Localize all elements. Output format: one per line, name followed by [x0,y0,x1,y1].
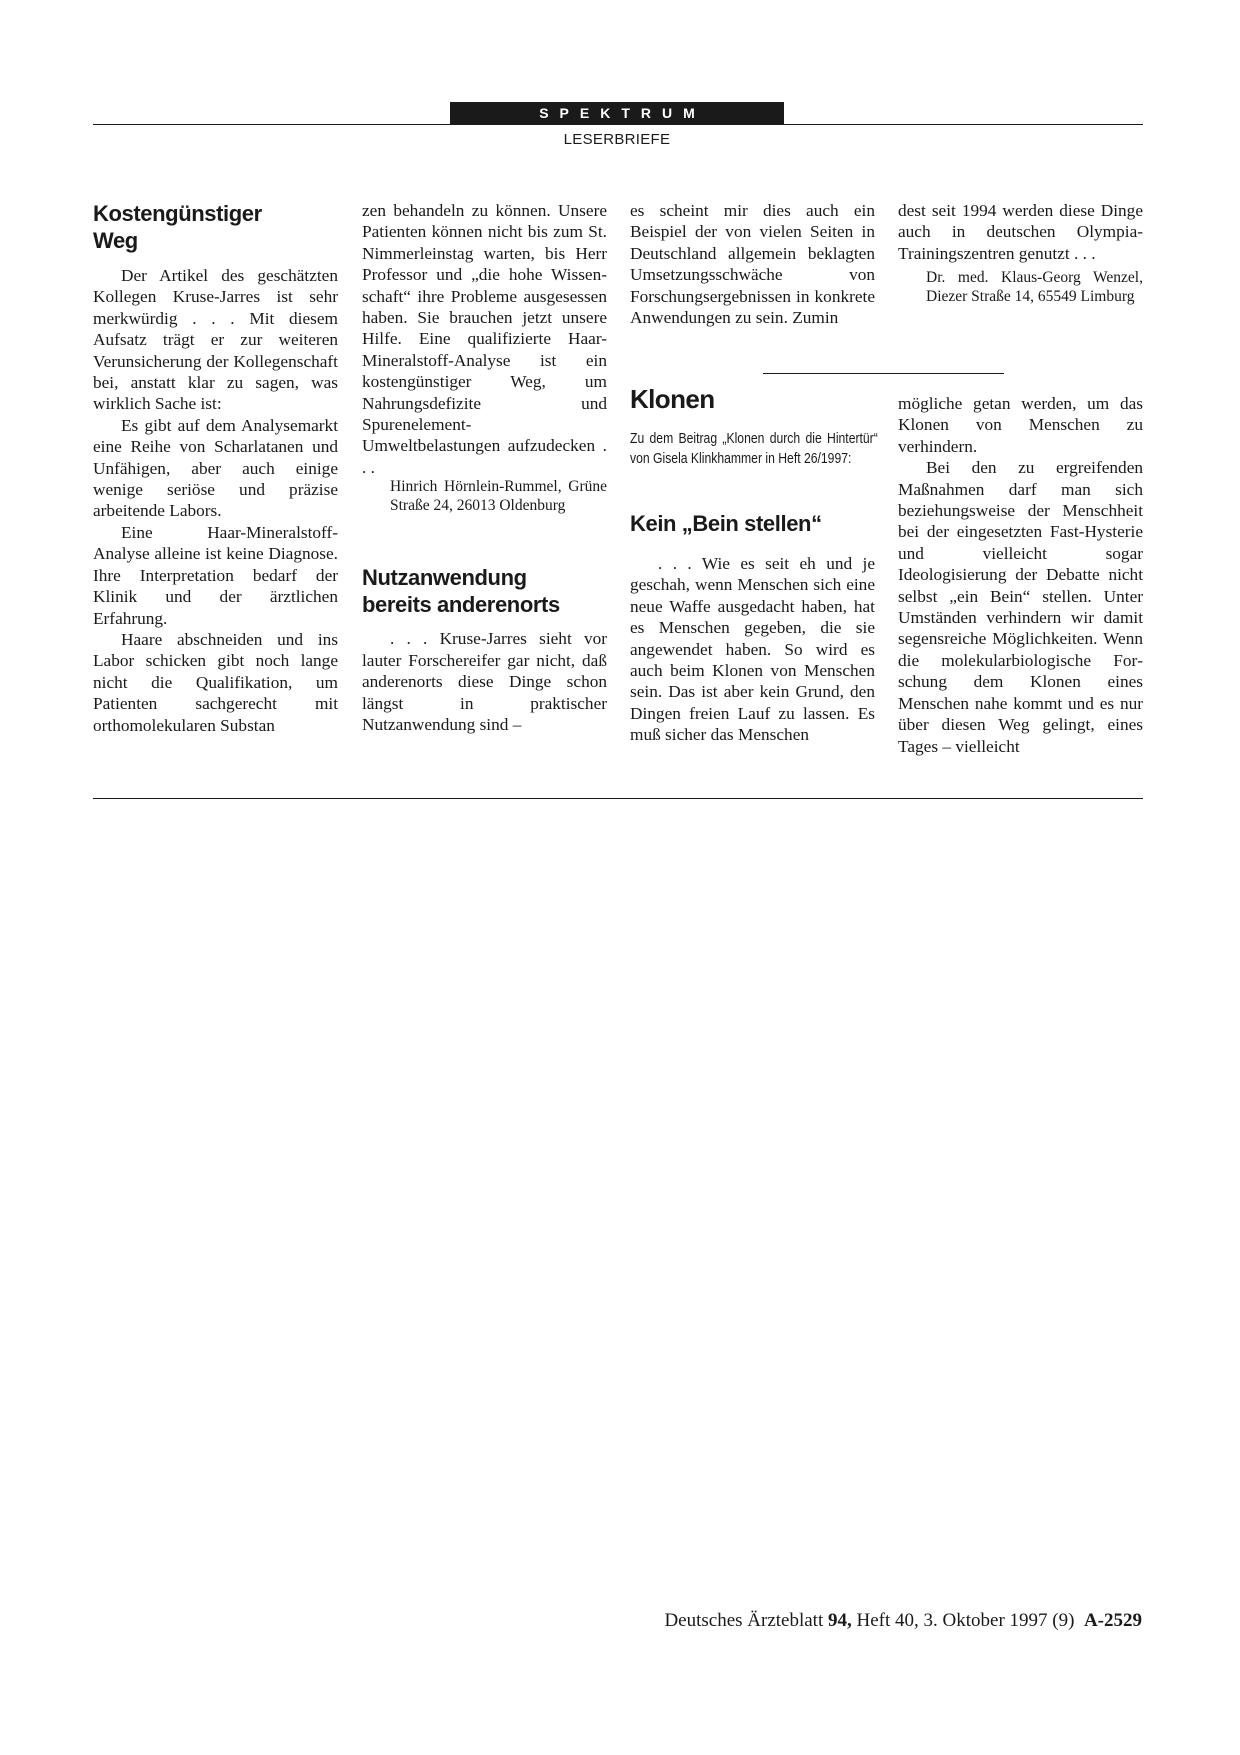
klonen-paragraph: . . . Wie es seit eh und je geschah, wenn Menschen sich eine neue Waffe ausgedacht haben, hat es Menschen gegeben, die sie angewendet haben. So wird es auch beim Klonen von Menschen sein. Das ist aber kein Grund, den Dingen freien Lauf zu lassen. Es muß sicher das Menschen [630,554,875,745]
letter1-heading [93,200,338,254]
letter1-paragraph: Haare abschneiden und ins Labor schicken gibt noch lange nicht die Qualifikation, um Patienten sachgerecht mit orthomolekularen Substan [93,629,338,735]
column2 [362,200,607,736]
klonen-column3 [630,384,878,746]
header-rule [93,124,1143,125]
klonen-paragraph: Bei den zu ergreifenden Maßnahmen darf man sich beziehungsweise der Menschheit bei der eingesetzten Fast-Hysterie und vielleicht sogar Ideologisierung der Debatte nicht selbst „ein Bein“ stellen. Unter Umständen verhindern wir damit segensreiche Möglichkeiten. Wenn die molekularbiologische Forschung dem Klonen eines Menschen nahe kommt und es nur über diesen Weg gelingt, eines Tages – vielleicht [898,458,1143,756]
footer-page-number: A-2529 [1083,1610,1142,1631]
letter2-continuation: es scheint mir dies auch ein Beispiel der von vielen Seiten in Deutschland allgemein beklagten Umsetzungsschwäche von Forschungsergebnissen in konkrete Anwendungen zu sein. Zumin [630,201,875,328]
letter2-signature: Dr. med. Klaus-Georg Wenzel, Diezer Straße 14, 65549 Limburg [926,269,1143,305]
klonen-continuation: mögliche getan werden, um das Klonen von Menschen zu verhindern. [898,394,1143,456]
footer-issue: Heft 40, 3. Oktober 1997 (9) [856,1610,1075,1631]
footer-volume: 94, [828,1610,852,1631]
klonen-column4 [898,393,1143,757]
letter2-column4 [898,200,1143,306]
letter2-heading-line1: Nutzanwendung [362,565,527,591]
letter1-paragraph: Eine Haar-Mineralstoff-Analyse alleine ist keine Diagnose. Ihre Interpretation bedarf der Klinik und der ärztlichen Erfahrung. [93,522,338,628]
letter1-continuation: zen behandeln zu können. Unsere Patienten können nicht bis zum St. Nimmerleinstag warten, bis Herr Professor und „die hohe Wissenschaft“ ihre Probleme ausgesessen haben. Sie brauchen jetzt unsere Hilfe. Eine qualifizierte Haar-Mineralstoff-Analyse ist ein kostengünstiger Weg, um Nahrungsdefizite und Spurenelement-Umweltbelastungen aufzudecken . . . [362,201,607,477]
footer-journal: Deutsches Ärzteblatt [664,1610,824,1631]
letter1-heading-line2: Weg [93,228,138,253]
letter1-column1 [93,200,338,736]
letter2-paragraph: . . . Kruse-Jarres sieht vor lauter Forschereifer gar nicht, daß anderenorts diese Dinge schon längst in praktischer Nutzanwendung sind – [362,629,607,735]
letter1-signature: Hinrich Hörnlein-Rummel, Grüne Straße 24, 26013 Oldenburg [390,478,607,514]
letter1-heading-line1: Kostengünstiger [93,201,262,226]
letter1-paragraph: Der Artikel des geschätzten Kollegen Kruse-Jarres ist sehr merkwürdig . . . Mit diesem Aufsatz trägt er zur weiteren Verunsicherung der Kollegenschaft bei, anstatt klar zu sagen, was wirklich Sache ist: [93,266,338,414]
page-footer [664,1610,1142,1632]
letter2-ending: dest seit 1994 werden diese Dinge auch in deutschen Olympia-Trainingszentren genutzt . . . [898,201,1143,263]
klonen-intro: Zu dem Beitrag „Klonen durch die Hintertür“ von Gisela Klinkhammer in Heft 26/1997: [630,431,878,467]
bottom-rule [93,798,1143,799]
letter2-heading-line2: bereits anderenorts [362,592,560,618]
klonen-subheading: Kein „Bein stellen“ [630,511,822,536]
section-divider [763,373,1004,374]
letter1-paragraph: Es gibt auf dem Analysemarkt eine Reihe von Scharlatanen und Unfähigen, aber auch einige wenige seriöse und präzise arbeitende Labors. [93,415,338,521]
klonen-intro-wrapper [630,429,878,491]
letter2-heading [362,564,607,618]
section-subtitle: LESERBRIEFE [563,131,671,148]
letter2-column3 [630,200,875,328]
section-banner: SPEKTRUM [450,102,784,124]
klonen-heading: Klonen [630,384,715,414]
